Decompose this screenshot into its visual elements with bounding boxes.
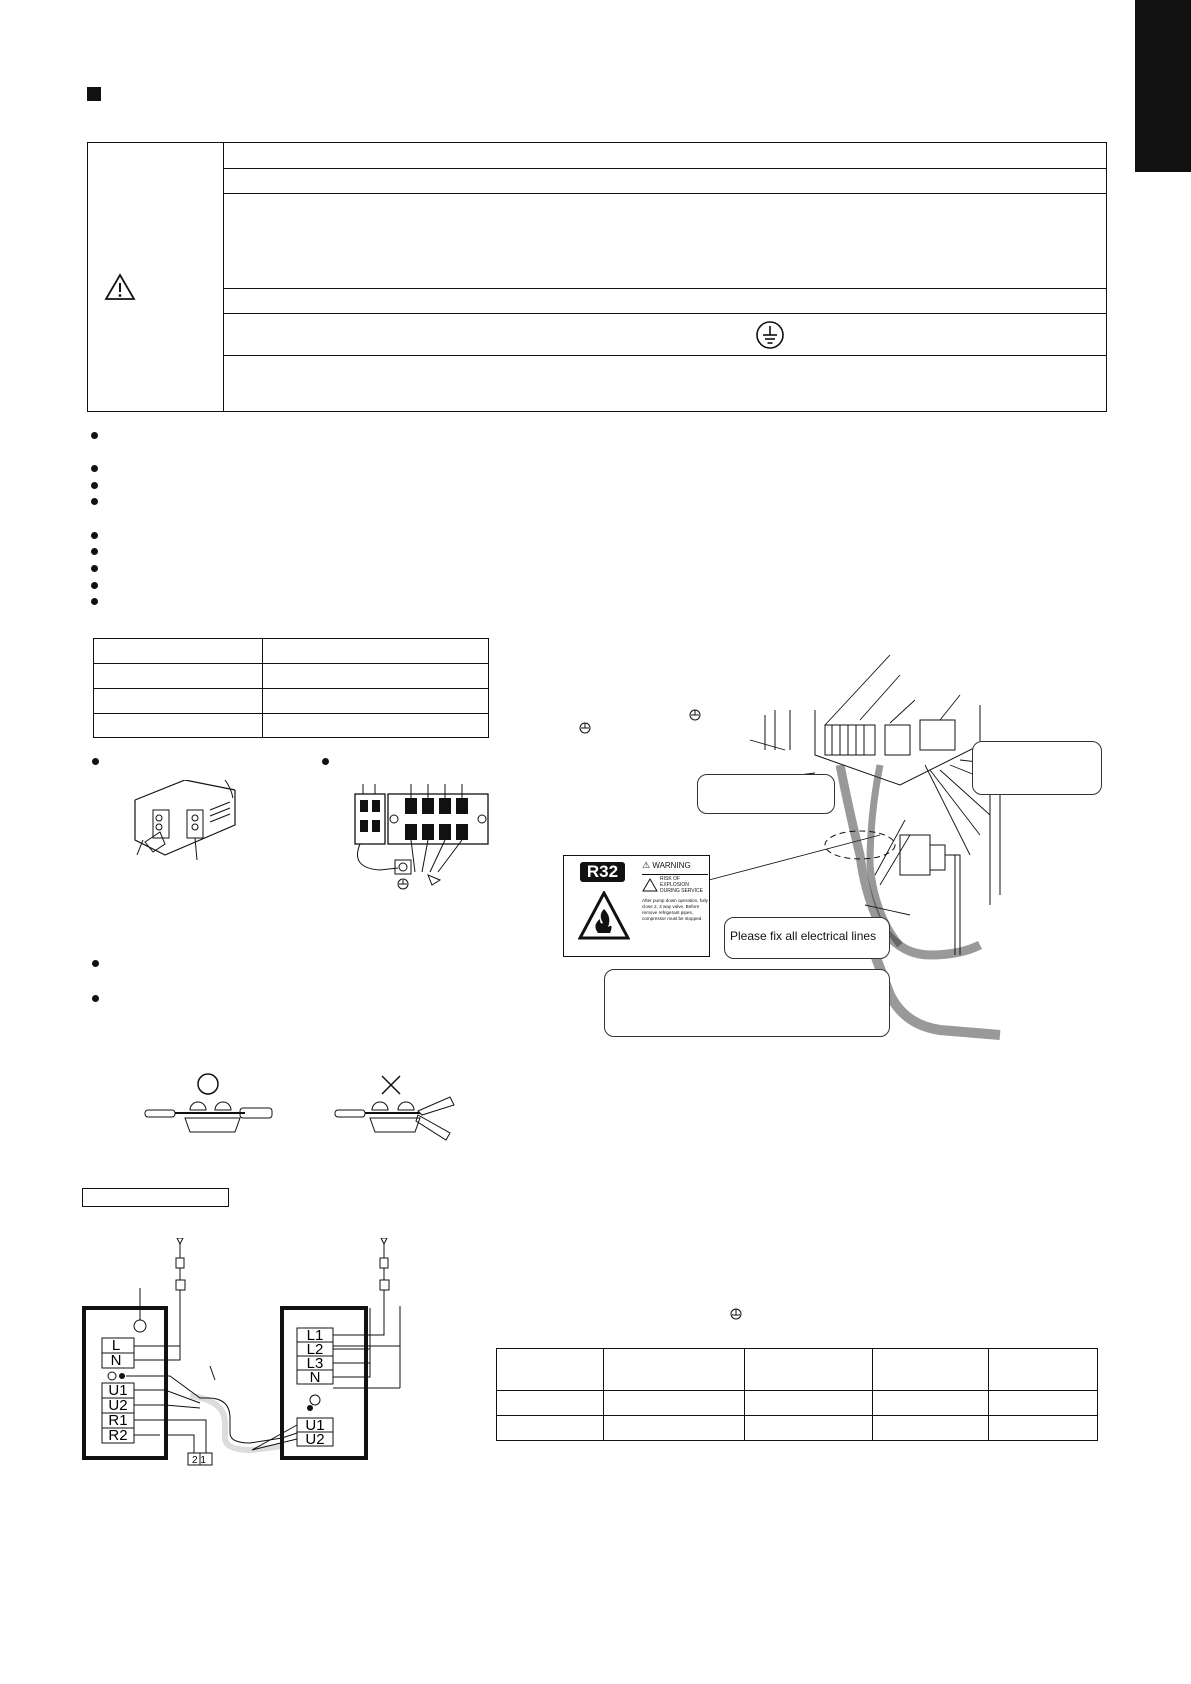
outdoor-terminal-l2: L2 [306,1341,324,1358]
indoor-terminal-l: L [111,1337,121,1354]
indoor-terminal-r2: R2 [108,1427,128,1444]
list-bullet [91,432,98,439]
callout-box-top-right [972,741,1102,795]
indoor-terminal-u2: U2 [108,1397,128,1414]
list-bullet [91,582,98,589]
spec-table-small [93,638,489,738]
list-bullet [322,758,329,765]
ground-symbol-icon [580,710,700,733]
remote-terminal-label: 2 1 [192,1455,206,1466]
outdoor-terminals [297,1327,333,1448]
indoor-terminal-n: N [110,1352,122,1369]
r32-badge: R32 [580,862,625,882]
outdoor-terminal-n: N [309,1369,321,1386]
explosion-warning-icon [642,878,658,892]
outdoor-terminal-u1: U1 [305,1417,325,1434]
list-bullet [92,758,99,765]
indoor-terminal-r1: R1 [108,1412,128,1429]
outdoor-terminal-l3: L3 [306,1355,324,1372]
r32-warning-text: WARNING [652,861,691,870]
r32-warning-label [563,855,710,957]
callout-fix-lines-text: Please fix all electrical lines [730,929,877,943]
circle-ok-icon [196,1072,220,1096]
outdoor-terminal-l1: L1 [306,1327,324,1344]
list-bullet [92,995,99,1002]
wiring-diagram [80,1238,420,1468]
flammable-warning-icon [578,891,630,941]
warning-triangle-icon: ⚠ [642,860,651,870]
r32-warning-header [642,860,708,875]
outdoor-terminal-u2: U2 [305,1431,325,1448]
list-bullet [91,465,98,472]
indoor-terminals [102,1337,134,1444]
indoor-terminal-u1: U1 [108,1382,128,1399]
wiring-heading-box [82,1188,229,1207]
ground-symbol-icon [755,320,785,350]
terminal-block-illustration [350,780,500,905]
r32-risk-text: RISK OF EXPLOSION DURING SERVICE [660,876,703,894]
outdoor-unit-terminal-illustration [125,780,245,875]
crimp-ok-illustration [140,1100,280,1140]
list-bullet [92,960,99,967]
callout-box-bottom [604,969,890,1037]
list-bullet [91,565,98,572]
list-bullet [91,598,98,605]
list-bullet [91,532,98,539]
cross-ng-icon [380,1074,402,1096]
crimp-ng-illustration [330,1095,470,1145]
list-bullet [91,482,98,489]
r32-note-text: After pump down operation, fully close 2, 3 way valve. Before remove refrigerant pipes, compressor must be stopped. [642,898,708,921]
callout-fix-lines [724,917,890,959]
cable-spec-table [496,1348,1098,1441]
section-tab [1135,0,1191,172]
list-bullet [91,498,98,505]
warning-label-cell [88,143,224,411]
ground-symbol-icon [729,1308,743,1320]
callout-box-left [697,774,835,814]
list-bullet [91,548,98,555]
warning-triangle-icon [104,273,136,301]
warning-table [87,142,1107,412]
section-bullet-square [87,87,101,101]
